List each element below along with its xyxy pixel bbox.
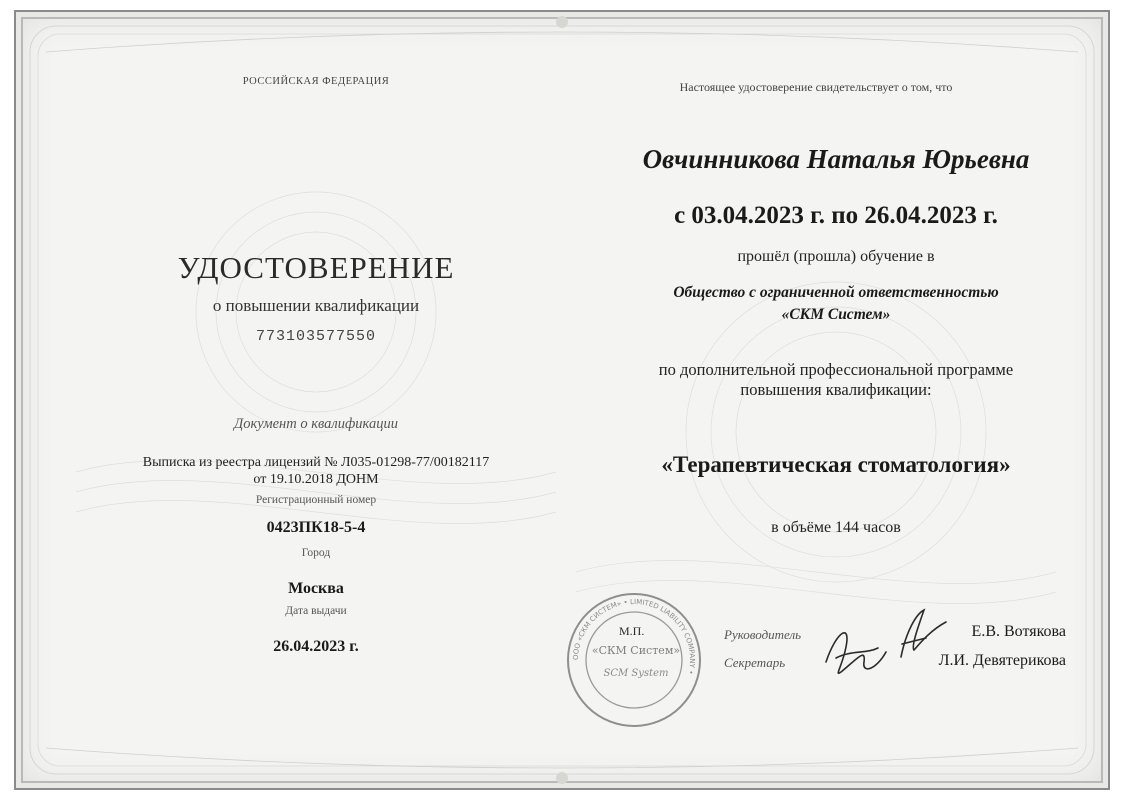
trained-text: прошёл (прошла) обучение в [737, 248, 935, 265]
training-period: с 03.04.2023 г. по 26.04.2023 г. [674, 202, 998, 229]
seal-stamp [564, 590, 704, 730]
seal-ring-text: ООО «СКМ СИСТЕМ» • LIMITED LIABILITY COMPANY • [571, 597, 697, 676]
certificate-number: 773103577550 [255, 328, 377, 345]
page-title: УДОСТОВЕРЕНИЕ [177, 250, 455, 285]
issue-date-value: 26.04.2023 г. [273, 638, 359, 655]
head-name: Е.В. Вотякова [971, 623, 1066, 640]
license-line-1: Выписка из реестра лицензий № Л035-01298-77/00182117 [142, 455, 490, 470]
certifies-text: Настоящее удостоверение свидетельствует о том, что [679, 80, 953, 94]
seal-inner-text: «СКМ Систем» [591, 644, 681, 657]
issue-date-label: Дата выдачи [285, 605, 347, 617]
organization-name [606, 282, 1066, 326]
certificate-sheet [14, 10, 1110, 790]
license-line-2: от 19.10.2018 ДОНМ [253, 472, 379, 487]
course-hours: в объёме 144 часов [771, 519, 901, 536]
reg-number-value: 0423ПК18-5-4 [266, 519, 366, 536]
country-label: РОССИЙСКАЯ ФЕДЕРАЦИЯ [242, 76, 390, 87]
city-label: Город [301, 547, 331, 559]
document-label: Документ о квалификации [234, 416, 398, 432]
head-role-label: Руководитель [724, 627, 802, 642]
seal-inner-text-en: SCM System [603, 668, 669, 679]
reg-number-label: Регистрационный номер [255, 494, 377, 506]
stamp-mp-label: М.П. [619, 624, 645, 638]
person-name: Овчинникова Наталья Юрьевна [642, 144, 1030, 174]
signature-mark [806, 602, 966, 692]
program-line-1: по дополнительной профессиональной программе [658, 360, 1014, 379]
secretary-role-label: Секретарь [724, 655, 786, 670]
organization-line-1: Общество с ограниченной ответственностью [673, 284, 999, 301]
organization-line-2: «СКМ Систем» [781, 306, 891, 323]
license-info [96, 454, 536, 488]
program-line-2: повышения квалификации: [740, 380, 932, 399]
program-text [606, 360, 1066, 400]
course-title: «Терапевтическая стоматология» [661, 452, 1011, 477]
certificate-subtitle: о повышении квалификации [212, 296, 420, 315]
secretary-name: Л.И. Девятерикова [938, 652, 1066, 669]
city-value: Москва [288, 580, 344, 597]
